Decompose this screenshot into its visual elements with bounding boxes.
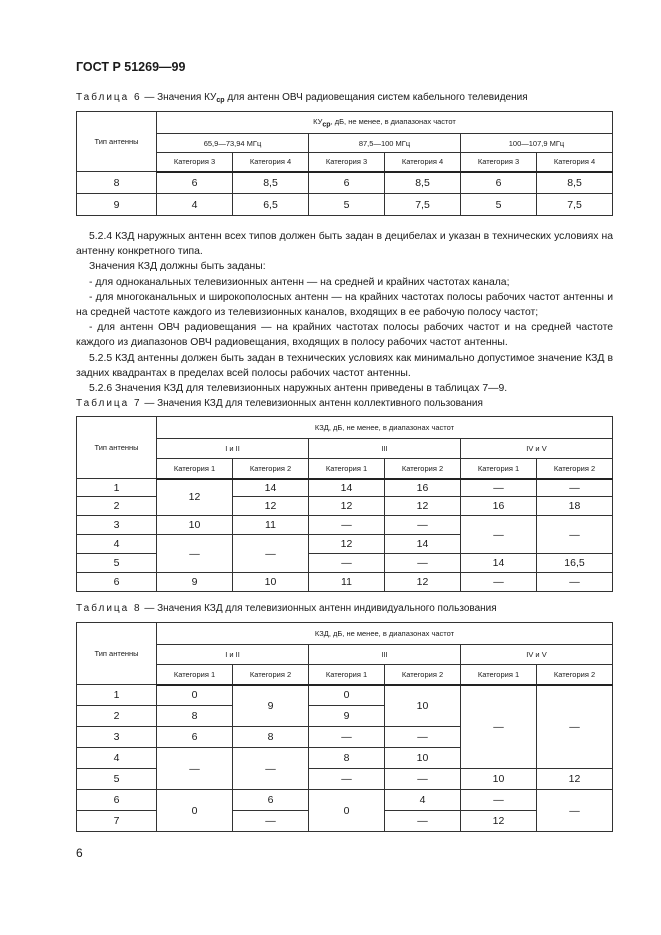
table-cell: 12 (385, 497, 461, 516)
table-6 (76, 111, 613, 216)
table-row (77, 194, 613, 216)
category-header: Категория 2 (385, 665, 461, 685)
table-cell: — (309, 516, 385, 535)
paragraph: - для многоканальных и широкополосных антенн — на крайних частотах полосы рабочих частот антенны и на средней частоте каждого из телевизионных каналов, входящих в ее рабочую полосу частот; (76, 291, 613, 319)
table-cell: 8 (157, 706, 233, 727)
table-cell: — (385, 516, 461, 535)
table-cell: — (385, 769, 461, 790)
table-cell: — (309, 727, 385, 748)
table-cell: 16 (461, 497, 537, 516)
body-text (76, 229, 613, 396)
document-header: ГОСТ Р 51269—99 (76, 60, 186, 74)
table8-caption-text: — Значения КЗД для телевизионных антенн индивидуального пользования (141, 603, 497, 614)
table-cell: 11 (309, 573, 385, 592)
category-header: Категория 1 (157, 665, 233, 685)
table-cell: 6 (157, 727, 233, 748)
range-header: 100—107,9 МГц (461, 134, 613, 153)
type-cell: 7 (77, 811, 157, 832)
super-header: КЗД, дБ, не менее, в диапазонах частот (157, 623, 613, 645)
table-cell: — (385, 811, 461, 832)
table-cell: 0 (309, 685, 385, 706)
category-header: Категория 3 (461, 153, 537, 172)
table-row (77, 172, 613, 194)
type-cell: 6 (77, 573, 157, 592)
paragraph: 5.2.4 КЗД наружных антенн всех типов должен быть задан в децибелах и указан в технических условиях на антенну конкретного типа. (76, 231, 613, 258)
table-cell: 12 (385, 573, 461, 592)
table-cell: — (233, 535, 309, 573)
table-cell: 0 (157, 790, 233, 832)
table-cell: — (461, 516, 537, 554)
table-row (77, 573, 613, 592)
table-cell: — (385, 727, 461, 748)
table-cell: 14 (233, 479, 309, 497)
category-header: Категория 1 (461, 665, 537, 685)
table-cell: 8,5 (385, 172, 461, 194)
category-header: Категория 2 (537, 459, 613, 479)
category-header: Категория 3 (309, 153, 385, 172)
range-header: IV и V (461, 645, 613, 665)
table-cell: 4 (157, 194, 233, 216)
table-cell: — (461, 573, 537, 592)
table8-caption (76, 603, 497, 614)
table-cell: — (537, 685, 613, 769)
table-cell: 8,5 (537, 172, 613, 194)
table-cell: — (537, 516, 613, 554)
paragraph: 5.2.6 Значения КЗД для телевизионных наружных антенн приведены в таблицах 7—9. (89, 383, 508, 395)
table-cell: 14 (461, 554, 537, 573)
table-cell: 6 (233, 790, 309, 811)
table-cell: 6,5 (233, 194, 309, 216)
table-cell: — (385, 554, 461, 573)
table-cell: 6 (461, 172, 537, 194)
type-cell: 3 (77, 516, 157, 535)
table-cell: — (461, 685, 537, 769)
table-row (77, 685, 613, 706)
table-cell: 16 (385, 479, 461, 497)
table-cell: — (233, 748, 309, 790)
table-cell: 5 (461, 194, 537, 216)
table-cell: — (461, 790, 537, 811)
table-cell: 11 (233, 516, 309, 535)
table-cell: 12 (157, 479, 233, 516)
table-cell: 12 (309, 497, 385, 516)
table-cell: — (537, 479, 613, 497)
category-header: Категория 4 (385, 153, 461, 172)
table-cell: 10 (385, 748, 461, 769)
table-cell: 16,5 (537, 554, 613, 573)
table-cell: 12 (461, 811, 537, 832)
table-cell: 9 (157, 573, 233, 592)
type-cell: 2 (77, 706, 157, 727)
super-header (157, 112, 613, 134)
table-cell: 8 (233, 727, 309, 748)
paragraph: - для антенн ОВЧ радиовещания — на крайних частотах полосы рабочих частот и на средней частоте каждого из диапазонов ОВЧ радиовещания, входящих в полосу рабочих частот антенны. (76, 322, 613, 349)
type-cell: 2 (77, 497, 157, 516)
table-cell: 14 (309, 479, 385, 497)
type-cell: 4 (77, 535, 157, 554)
table-cell: 0 (309, 790, 385, 832)
table-cell: 9 (77, 194, 157, 216)
type-cell: 5 (77, 554, 157, 573)
table-cell: 5 (309, 194, 385, 216)
range-header: 65,9—73,94 МГц (157, 134, 309, 153)
super-header-sub: ср (322, 121, 331, 129)
table-cell: 4 (385, 790, 461, 811)
table-row (77, 790, 613, 811)
table-row (77, 479, 613, 497)
category-header: Категория 2 (385, 459, 461, 479)
table-7 (76, 416, 613, 592)
super-header: КЗД, дБ, не менее, в диапазонах частот (157, 417, 613, 439)
table-cell: 6 (309, 172, 385, 194)
table-cell: — (157, 535, 233, 573)
type-cell: 1 (77, 685, 157, 706)
table-cell: 12 (309, 535, 385, 554)
category-header: Категория 3 (157, 153, 233, 172)
table-cell: — (461, 479, 537, 497)
table-cell: 12 (233, 497, 309, 516)
table-cell: 7,5 (537, 194, 613, 216)
category-header: Категория 1 (309, 665, 385, 685)
category-header: Категория 2 (537, 665, 613, 685)
paragraph: - для одноканальных телевизионных антенн — на средней и крайних частотах канала; (89, 276, 510, 288)
table-cell: — (233, 811, 309, 832)
table-cell: 18 (537, 497, 613, 516)
category-header: Категория 2 (233, 459, 309, 479)
range-header: III (309, 439, 461, 459)
table6-caption (76, 92, 528, 104)
table6-caption-post: для антенн ОВЧ радиовещания систем кабельного телевидения (224, 92, 528, 103)
range-header: I и II (157, 645, 309, 665)
table6-caption-pre: — Значения КУ (141, 92, 217, 103)
super-header-pre: КУ (313, 116, 323, 126)
type-cell: 4 (77, 748, 157, 769)
range-header: 87,5—100 МГц (309, 134, 461, 153)
table-cell: 10 (385, 685, 461, 727)
range-header: III (309, 645, 461, 665)
table-cell: — (157, 748, 233, 790)
table-cell: — (309, 769, 385, 790)
table7-caption-text: — Значения КЗД для телевизионных антенн коллективного пользования (141, 398, 483, 409)
table-cell: 9 (309, 706, 385, 727)
table-cell: 14 (385, 535, 461, 554)
page-number: 6 (76, 846, 83, 860)
table7-caption (76, 398, 483, 409)
category-header: Категория 2 (233, 665, 309, 685)
table-cell: — (309, 554, 385, 573)
category-header: Категория 1 (157, 459, 233, 479)
table7-caption-label: Таблица 7 (76, 398, 142, 409)
type-cell: 1 (77, 479, 157, 497)
table-cell: 10 (157, 516, 233, 535)
col-header-type: Тип антенны (77, 417, 157, 479)
col-header-type: Тип антенны (77, 112, 157, 172)
category-header: Категория 4 (233, 153, 309, 172)
col-header-type: Тип антенны (77, 623, 157, 685)
category-header: Категория 1 (309, 459, 385, 479)
type-cell: 5 (77, 769, 157, 790)
table-cell: 8,5 (233, 172, 309, 194)
table-cell: 8 (309, 748, 385, 769)
table8-caption-label: Таблица 8 (76, 603, 142, 614)
category-header: Категория 1 (461, 459, 537, 479)
super-header-post: , дБ, не менее, в диапазонах частот (330, 116, 456, 126)
range-header: I и II (157, 439, 309, 459)
table-8 (76, 622, 613, 832)
category-header: Категория 4 (537, 153, 613, 172)
table-cell: 12 (537, 769, 613, 790)
table-cell: — (537, 790, 613, 832)
table-cell: — (537, 573, 613, 592)
table-cell: 0 (157, 685, 233, 706)
table-cell: 10 (461, 769, 537, 790)
table-cell: 9 (233, 685, 309, 727)
table-cell: 8 (77, 172, 157, 194)
type-cell: 6 (77, 790, 157, 811)
table-row (77, 516, 613, 535)
table6-caption-sub: ср (216, 97, 225, 104)
table-cell: 7,5 (385, 194, 461, 216)
table-cell: 6 (157, 172, 233, 194)
table6-caption-label: Таблица 6 (76, 92, 142, 103)
paragraph: Значения КЗД должны быть заданы: (89, 261, 266, 273)
table-cell: 10 (233, 573, 309, 592)
range-header: IV и V (461, 439, 613, 459)
type-cell: 3 (77, 727, 157, 748)
paragraph: 5.2.5 КЗД антенны должен быть задан в технических условиях как минимально допустимое значение КЗД в задних квадрантах в пределах всей полосы рабочих частот антенны. (76, 352, 613, 379)
